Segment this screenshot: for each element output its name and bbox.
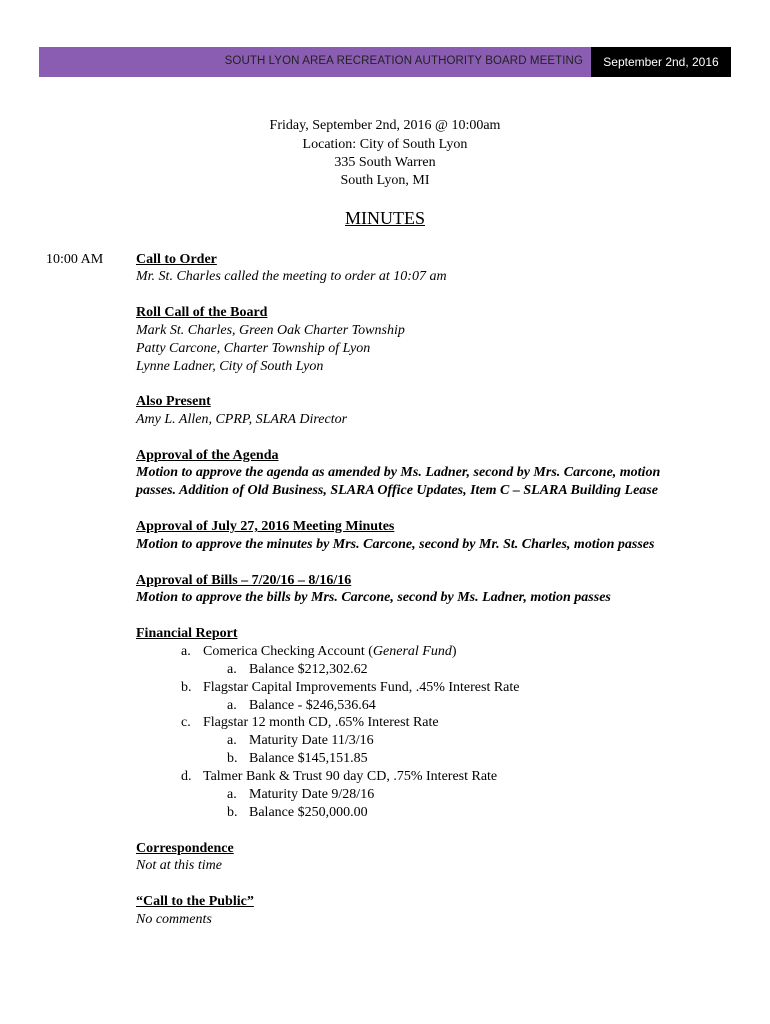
financial-subitem: Maturity Date 9/28/16 [249,787,375,802]
financial-item-b: Flagstar Capital Improvements Fund, .45% Interest Rate [203,680,520,695]
roll-call-heading: Roll Call of the Board [136,305,268,320]
financial-item-marker: a. [181,644,191,659]
agenda-motion-line2: passes. Addition of Old Business, SLARA Office Updates, Item C – SLARA Building Lease [136,483,658,498]
time-label: 10:00 AM [46,252,104,267]
financial-subitem: Balance $250,000.00 [249,805,368,820]
header-bar [39,47,591,77]
meeting-datetime: Friday, September 2nd, 2016 @ 10:00am [269,118,501,133]
bills-text: Motion to approve the bills by Mrs. Carcone, second by Ms. Ladner, motion passes [136,590,611,605]
meeting-street: 335 South Warren [334,155,436,170]
financial-item-marker: d. [181,769,192,784]
financial-subitem: Balance $212,302.62 [249,662,368,677]
financial-item-a: Comerica Checking Account (General Fund) [203,644,457,659]
roll-call-member: Mark St. Charles, Green Oak Charter Township [136,323,405,338]
financial-heading: Financial Report [136,626,238,641]
header-title: SOUTH LYON AREA RECREATION AUTHORITY BOARD MEETING [224,55,583,67]
roll-call-member: Patty Carcone, Charter Township of Lyon [136,341,371,356]
minutes-heading: MINUTES [345,208,425,228]
agenda-heading: Approval of the Agenda [136,448,279,463]
bills-heading: Approval of Bills – 7/20/16 – 8/16/16 [136,573,352,588]
agenda-motion-line1: Motion to approve the agenda as amended by Ms. Ladner, second by Mrs. Carcone, motion [136,465,661,480]
correspondence-heading: Correspondence [136,841,234,856]
financial-subitem-marker: a. [227,787,237,802]
public-text: No comments [136,912,212,927]
financial-subitem-marker: a. [227,662,237,677]
financial-item-marker: c. [181,715,191,730]
meeting-location: Location: City of South Lyon [302,137,468,152]
call-to-order-text: Mr. St. Charles called the meeting to order at 10:07 am [136,269,447,284]
financial-item-d: Talmer Bank & Trust 90 day CD, .75% Interest Rate [203,769,498,784]
correspondence-text: Not at this time [136,858,222,873]
public-heading: “Call to the Public” [136,894,254,909]
minutes-approval-heading: Approval of July 27, 2016 Meeting Minutes [136,519,395,534]
financial-subitem-marker: b. [227,751,238,766]
minutes-approval-text: Motion to approve the minutes by Mrs. Carcone, second by Mr. St. Charles, motion passes [136,537,655,552]
financial-subitem-marker: a. [227,698,237,713]
financial-item-marker: b. [181,680,192,695]
header-date: September 2nd, 2016 [591,47,731,77]
roll-call-member: Lynne Ladner, City of South Lyon [136,359,324,374]
financial-subitem: Maturity Date 11/3/16 [249,733,374,748]
financial-item-c: Flagstar 12 month CD, .65% Interest Rate [203,715,439,730]
financial-subitem-marker: b. [227,805,238,820]
financial-subitem: Balance $145,151.85 [249,751,368,766]
also-present-heading: Also Present [136,394,211,409]
meeting-city: South Lyon, MI [340,173,430,188]
financial-subitem-marker: a. [227,733,237,748]
call-to-order-heading: Call to Order [136,252,217,267]
also-present-text: Amy L. Allen, CPRP, SLARA Director [136,412,348,427]
financial-subitem: Balance - $246,536.64 [249,698,376,713]
